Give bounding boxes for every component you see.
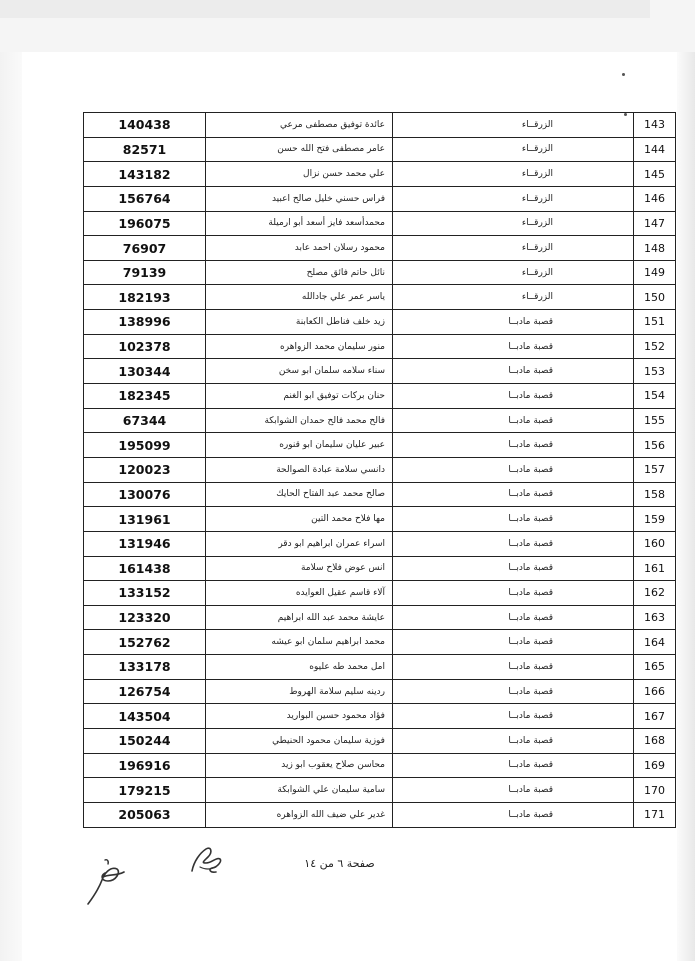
row-code: 131961 — [84, 507, 206, 532]
row-city: قصبة مادبــا — [393, 334, 634, 359]
row-name: محمود رسلان احمد عابد — [206, 236, 393, 261]
row-name: علي محمد حسن نزال — [206, 162, 393, 187]
row-city: قصبة مادبــا — [393, 655, 634, 680]
row-name: زيد خلف فناطل الكعابنة — [206, 310, 393, 335]
row-number: 151 — [634, 310, 676, 335]
row-name: سناء سلامه سلمان ابو سخن — [206, 359, 393, 384]
row-city: قصبة مادبــا — [393, 556, 634, 581]
row-city: قصبة مادبــا — [393, 408, 634, 433]
row-city: قصبة مادبــا — [393, 359, 634, 384]
signature-center — [186, 843, 226, 879]
row-name: عبير عليان سليمان ابو قنوره — [206, 433, 393, 458]
row-number: 160 — [634, 531, 676, 556]
row-code: 123320 — [84, 605, 206, 630]
row-name: محمدأسعد فايز أسعد أبو ارميلة — [206, 211, 393, 236]
row-city: الزرقــاء — [393, 186, 634, 211]
row-code: 161438 — [84, 556, 206, 581]
row-code: 179215 — [84, 778, 206, 803]
row-number: 149 — [634, 260, 676, 285]
row-city: الزرقــاء — [393, 211, 634, 236]
row-code: 138996 — [84, 310, 206, 335]
row-name: فالح محمد فالح حمدان الشوابكة — [206, 408, 393, 433]
row-name: صالح محمد عبد الفتاح الحايك — [206, 482, 393, 507]
row-code: 130076 — [84, 482, 206, 507]
row-number: 157 — [634, 457, 676, 482]
table-row — [84, 630, 676, 655]
row-name: محمد ابراهيم سلمان ابو عيشه — [206, 630, 393, 655]
row-number: 150 — [634, 285, 676, 310]
row-code: 102378 — [84, 334, 206, 359]
row-name: فوزية سليمان محمود الحنيطي — [206, 729, 393, 754]
row-number: 152 — [634, 334, 676, 359]
row-city: قصبة مادبــا — [393, 310, 634, 335]
table-row — [84, 408, 676, 433]
row-name: مها فلاح محمد التين — [206, 507, 393, 532]
row-name: فراس حسني خليل صالح اعبيد — [206, 186, 393, 211]
row-code: 133152 — [84, 581, 206, 606]
table-row — [84, 310, 676, 335]
table-row — [84, 137, 676, 162]
table-row — [84, 384, 676, 409]
row-code: 79139 — [84, 260, 206, 285]
scan-left-edge — [0, 52, 22, 961]
row-city: قصبة مادبــا — [393, 507, 634, 532]
row-name: ياسر عمر علي جادالله — [206, 285, 393, 310]
scan-right-edge — [677, 52, 695, 961]
table-row — [84, 359, 676, 384]
table-row — [84, 211, 676, 236]
row-number: 162 — [634, 581, 676, 606]
row-code: 76907 — [84, 236, 206, 261]
row-number: 144 — [634, 137, 676, 162]
row-code: 150244 — [84, 729, 206, 754]
row-city: قصبة مادبــا — [393, 753, 634, 778]
table-row — [84, 556, 676, 581]
table-row — [84, 186, 676, 211]
row-code: 182345 — [84, 384, 206, 409]
row-city: قصبة مادبــا — [393, 802, 634, 827]
row-code: 131946 — [84, 531, 206, 556]
row-city: قصبة مادبــا — [393, 581, 634, 606]
row-city: قصبة مادبــا — [393, 482, 634, 507]
row-name: آلاء قاسم عقيل العوايده — [206, 581, 393, 606]
row-number: 158 — [634, 482, 676, 507]
row-number: 153 — [634, 359, 676, 384]
row-number: 170 — [634, 778, 676, 803]
table-row — [84, 236, 676, 261]
row-name: امل محمد طه عليوه — [206, 655, 393, 680]
table-body — [84, 113, 676, 828]
row-city: قصبة مادبــا — [393, 384, 634, 409]
table-row — [84, 802, 676, 827]
table-row — [84, 162, 676, 187]
row-number: 169 — [634, 753, 676, 778]
row-city: قصبة مادبــا — [393, 433, 634, 458]
row-code: 133178 — [84, 655, 206, 680]
row-name: ردينه سليم سلامة الهروط — [206, 679, 393, 704]
row-number: 167 — [634, 704, 676, 729]
row-name: دانسي سلامة عبادة الصوالحة — [206, 457, 393, 482]
row-code: 196075 — [84, 211, 206, 236]
row-number: 159 — [634, 507, 676, 532]
row-number: 156 — [634, 433, 676, 458]
row-name: عائدة توفيق مصطفى مرعي — [206, 113, 393, 138]
row-number: 145 — [634, 162, 676, 187]
row-code: 156764 — [84, 186, 206, 211]
row-city: قصبة مادبــا — [393, 729, 634, 754]
row-city: قصبة مادبــا — [393, 605, 634, 630]
row-name: سامية سليمان علي الشوابكة — [206, 778, 393, 803]
row-city: قصبة مادبــا — [393, 457, 634, 482]
signature-left — [84, 850, 128, 908]
row-number: 171 — [634, 802, 676, 827]
row-name: عامر مصطفى فتح الله حسن — [206, 137, 393, 162]
row-city: قصبة مادبــا — [393, 704, 634, 729]
row-code: 67344 — [84, 408, 206, 433]
row-name: منور سليمان محمد الزواهره — [206, 334, 393, 359]
scan-speck — [622, 73, 625, 76]
table-row — [84, 729, 676, 754]
table-row — [84, 334, 676, 359]
row-code: 120023 — [84, 457, 206, 482]
row-city: الزرقــاء — [393, 113, 634, 138]
row-number: 164 — [634, 630, 676, 655]
row-city: قصبة مادبــا — [393, 531, 634, 556]
row-city: قصبة مادبــا — [393, 630, 634, 655]
row-number: 168 — [634, 729, 676, 754]
row-city: قصبة مادبــا — [393, 778, 634, 803]
row-city: قصبة مادبــا — [393, 679, 634, 704]
row-code: 143504 — [84, 704, 206, 729]
table-row — [84, 260, 676, 285]
row-code: 182193 — [84, 285, 206, 310]
row-number: 154 — [634, 384, 676, 409]
row-code: 130344 — [84, 359, 206, 384]
table-row — [84, 778, 676, 803]
row-city: الزرقــاء — [393, 137, 634, 162]
row-code: 152762 — [84, 630, 206, 655]
row-code: 143182 — [84, 162, 206, 187]
row-code: 140438 — [84, 113, 206, 138]
table-row — [84, 531, 676, 556]
row-number: 166 — [634, 679, 676, 704]
row-number: 163 — [634, 605, 676, 630]
row-code: 82571 — [84, 137, 206, 162]
row-city: الزرقــاء — [393, 285, 634, 310]
table-row — [84, 704, 676, 729]
row-number: 146 — [634, 186, 676, 211]
row-code: 196916 — [84, 753, 206, 778]
table-row — [84, 113, 676, 138]
table-row — [84, 679, 676, 704]
page-number: صفحة ٦ من ١٤ — [304, 857, 375, 870]
row-name: عايشة محمد عبد الله ابراهيم — [206, 605, 393, 630]
table-row — [84, 433, 676, 458]
row-name: اسراء عمران ابراهيم ابو دقر — [206, 531, 393, 556]
table-row — [84, 285, 676, 310]
row-name: انس عوض فلاح سلامة — [206, 556, 393, 581]
table-row — [84, 507, 676, 532]
row-number: 147 — [634, 211, 676, 236]
row-number: 148 — [634, 236, 676, 261]
row-city: الزرقــاء — [393, 260, 634, 285]
scan-top-edge — [0, 0, 650, 18]
row-number: 143 — [634, 113, 676, 138]
table-row — [84, 753, 676, 778]
table-row — [84, 581, 676, 606]
row-code: 195099 — [84, 433, 206, 458]
row-city: الزرقــاء — [393, 162, 634, 187]
row-number: 165 — [634, 655, 676, 680]
row-city: الزرقــاء — [393, 236, 634, 261]
row-name: غدير علي ضيف الله الزواهره — [206, 802, 393, 827]
table-row — [84, 655, 676, 680]
results-table — [83, 112, 676, 828]
table-row — [84, 457, 676, 482]
row-name: نائل حاتم فائق مصلح — [206, 260, 393, 285]
row-name: محاسن صلاح يعقوب ابو زيد — [206, 753, 393, 778]
table-row — [84, 605, 676, 630]
row-number: 161 — [634, 556, 676, 581]
row-code: 126754 — [84, 679, 206, 704]
row-code: 205063 — [84, 802, 206, 827]
table-row — [84, 482, 676, 507]
row-number: 155 — [634, 408, 676, 433]
row-name: فؤاد محمود حسين البواريد — [206, 704, 393, 729]
row-name: حنان بركات توفيق ابو الغنم — [206, 384, 393, 409]
